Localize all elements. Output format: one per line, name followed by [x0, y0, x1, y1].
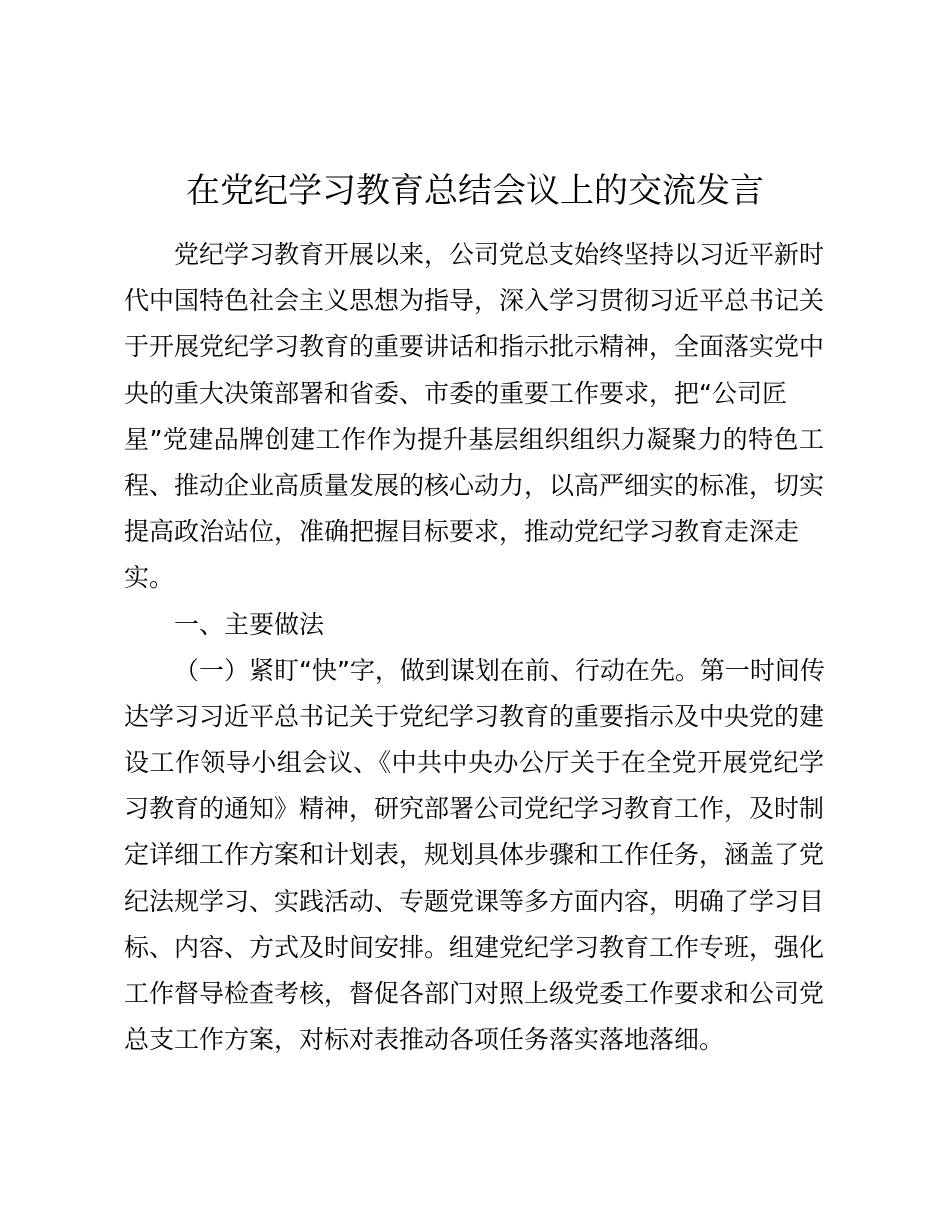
paragraph-line: 设工作领导小组会议、《中共中央办公厅关于在全党开展党纪学: [124, 748, 824, 778]
paragraph-line: 程、推动企业高质量发展的核心动力，以高严细实的标准，切实: [124, 470, 825, 500]
section-heading: 一、主要做法: [174, 609, 325, 639]
paragraph-line: 党纪学习教育开展以来，公司党总支始终坚持以习近平新时: [174, 240, 825, 269]
paragraph-line: 央的重大决策部署和省委、市委的重要工作要求，把“公司匠: [124, 378, 787, 408]
paragraph-line: 达学习习近平总书记关于党纪学习教育的重要指示及中央党的建: [124, 701, 825, 731]
paragraph-line: 标、内容、方式及时间安排。组建党纪学习教育工作专班，强化: [124, 932, 825, 962]
paragraph-line: 总支工作方案，对标对表推动各项任务落实落地落细。: [124, 1025, 725, 1055]
paragraph-line: 纪法规学习、实践活动、专题党课等多方面内容，明确了学习目: [124, 886, 825, 916]
document-title: 在党纪学习教育总结会议上的交流发言: [186, 171, 764, 211]
paragraph-line: 提高政治站位，准确把握目标要求，推动党纪学习教育走深走: [124, 517, 800, 547]
paragraph-line: 工作督导检查考核，督促各部门对照上级党委工作要求和公司党: [124, 979, 825, 1008]
paragraph-line: 于开展党纪学习教育的重要讲话和指示批示精神，全面落实党中: [124, 332, 825, 362]
paragraph-line: （一）紧盯“快”字，做到谋划在前、行动在先。第一时间传: [174, 655, 825, 685]
document-body: [124, 232, 824, 1063]
paragraph-line: 定详细工作方案和计划表，规划具体步骤和工作任务，涵盖了党: [124, 840, 825, 870]
paragraph-line: 实。: [124, 563, 175, 593]
paragraph-line: 星”党建品牌创建工作作为提升基层组织组织力凝聚力的特色工: [124, 424, 824, 454]
paragraph-line: 习教育的通知》精神，研究部署公司党纪学习教育工作，及时制: [124, 794, 825, 824]
paragraph-line: 代中国特色社会主义思想为指导，深入学习贯彻习近平总书记关: [124, 286, 825, 316]
